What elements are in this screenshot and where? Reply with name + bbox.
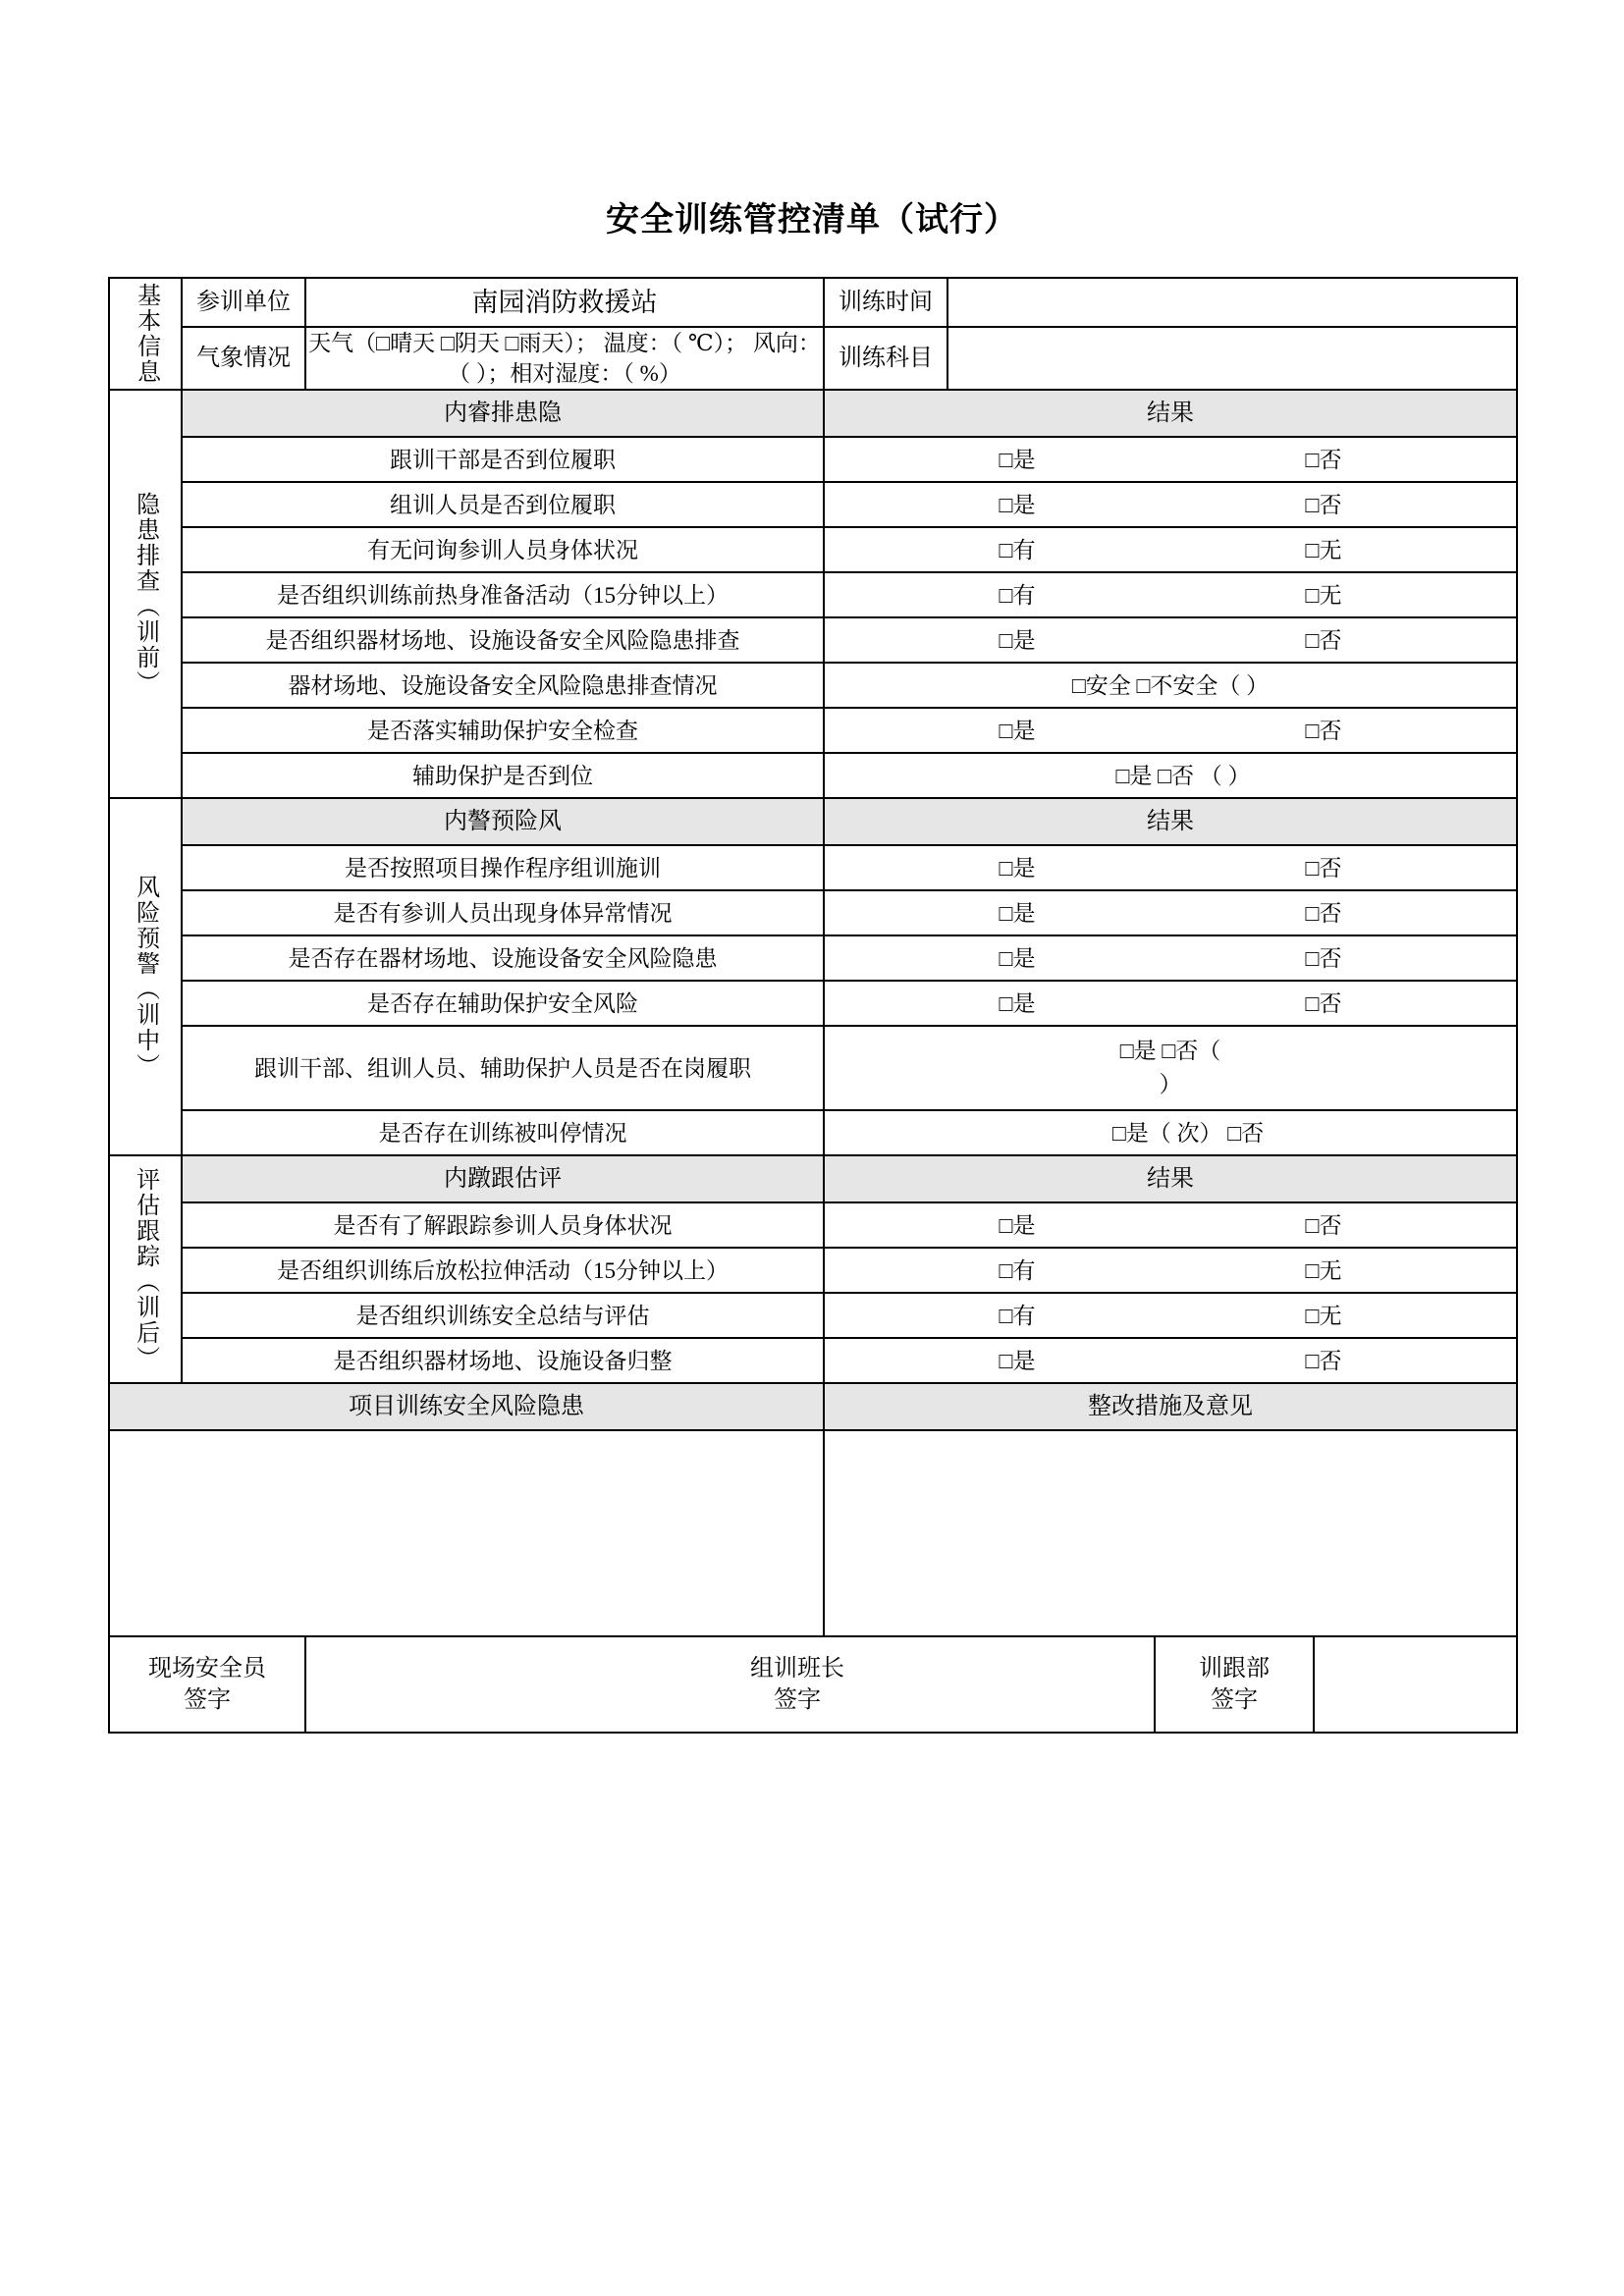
signature-label-line2: 签字: [774, 1686, 821, 1714]
table-row: [109, 1026, 1517, 1110]
item-result[interactable]: [824, 1338, 1517, 1383]
item-label: 是否组织器材场地、设施设备归整: [182, 1338, 824, 1383]
signature-label-site-safety-officer: [109, 1636, 305, 1733]
item-label: 是否落实辅助保护安全检查: [182, 708, 824, 753]
signature-label-line1: 组训班长: [750, 1654, 844, 1682]
risk-header: 项目训练安全风险隐患: [109, 1383, 824, 1430]
item-result[interactable]: [824, 1202, 1517, 1248]
signature-label-training-dept: [1156, 1637, 1315, 1732]
item-label: 是否存在训练被叫停情况: [182, 1110, 824, 1155]
measures-header: 整改措施及意见: [824, 1383, 1517, 1430]
checkbox-option-yes[interactable]: □是: [999, 718, 1036, 743]
section-vertical-label-eval: [109, 1155, 182, 1383]
item-result[interactable]: [824, 437, 1517, 482]
table-row: [109, 981, 1517, 1026]
item-label: 有无问询参训人员身体状况: [182, 527, 824, 572]
basic-info-label-text: 基本信息: [133, 283, 159, 386]
item-result-free[interactable]: □是（ 次） □否: [824, 1110, 1517, 1155]
training-time-value[interactable]: [947, 278, 1517, 327]
table-row: [109, 890, 1517, 935]
checkbox-option-no[interactable]: □否: [1305, 1212, 1342, 1238]
content-header-eval: 内蹾跟估评: [182, 1155, 824, 1202]
item-result[interactable]: [824, 845, 1517, 890]
checkbox-option-no[interactable]: □无: [1305, 537, 1342, 562]
signature-label-squad-leader: [750, 1636, 947, 1733]
checkbox-option-no[interactable]: □否: [1305, 855, 1342, 881]
checkbox-option-yes[interactable]: □有: [999, 582, 1036, 608]
item-label: 跟训干部、组训人员、辅助保护人员是否在岗履职: [182, 1026, 824, 1110]
item-result[interactable]: [824, 981, 1517, 1026]
checkbox-option-no[interactable]: □无: [1305, 582, 1342, 608]
table-row: [109, 617, 1517, 663]
item-result[interactable]: [824, 1293, 1517, 1338]
unit-label: 参训单位: [182, 278, 305, 327]
result-header-risk: 结果: [824, 798, 1517, 845]
section-header-risk: [109, 798, 1517, 845]
table-row: [109, 753, 1517, 798]
section-vertical-label-eval-text: 评估跟踪（训后）: [132, 1167, 159, 1372]
footer-value-row: [109, 1430, 1517, 1636]
result-header-eval: 结果: [824, 1155, 1517, 1202]
item-label: 是否组织训练安全总结与评估: [182, 1293, 824, 1338]
item-result-free[interactable]: □是 □否 （ ）: [824, 753, 1517, 798]
signature-group-right[interactable]: [947, 1636, 1517, 1733]
signature-value-training-dept[interactable]: [1315, 1637, 1516, 1732]
table-row: [109, 1202, 1517, 1248]
section-vertical-label-risk-text: 风险预警（训中）: [132, 875, 159, 1080]
result-header-hazard: 结果: [824, 390, 1517, 437]
table-row: [109, 1293, 1517, 1338]
checkbox-option-yes[interactable]: □有: [999, 1303, 1036, 1328]
content-header-hazard: 内睿排患隐: [182, 390, 824, 437]
training-subject-value[interactable]: [947, 327, 1517, 390]
section-header-eval: [109, 1155, 1517, 1202]
checkbox-option-no[interactable]: □无: [1305, 1303, 1342, 1328]
measures-value[interactable]: [824, 1430, 1517, 1636]
section-header-hazard: [109, 390, 1517, 437]
checkbox-option-yes[interactable]: □是: [999, 492, 1036, 517]
checkbox-option-no[interactable]: □否: [1305, 990, 1342, 1016]
basic-info-section-label: [109, 278, 182, 390]
table-row: [109, 1110, 1517, 1155]
item-label: 辅助保护是否到位: [182, 753, 824, 798]
table-row: [109, 572, 1517, 617]
footer-header-row: [109, 1383, 1517, 1430]
checkbox-option-yes[interactable]: □是: [999, 447, 1036, 472]
page-title: 安全训练管控清单（试行）: [606, 201, 1018, 239]
checkbox-option-yes[interactable]: □是: [999, 1212, 1036, 1238]
basic-info-row-subject: [109, 327, 1517, 390]
checkbox-option-no[interactable]: □否: [1305, 492, 1342, 517]
item-label: 是否存在辅助保护安全风险: [182, 981, 824, 1026]
table-row: [109, 482, 1517, 527]
item-result[interactable]: [824, 1026, 1517, 1110]
signature-row: [109, 1636, 1517, 1733]
training-time-label: 训练时间: [824, 278, 947, 327]
item-label: 组训人员是否到位履职: [182, 482, 824, 527]
checkbox-option-yes[interactable]: □是: [999, 855, 1036, 881]
table-row: [109, 845, 1517, 890]
signature-label-line1: 现场安全员: [148, 1654, 266, 1682]
checkbox-option-yes[interactable]: □有: [999, 537, 1036, 562]
item-result[interactable]: [824, 482, 1517, 527]
basic-info-row-unit: [109, 278, 1517, 327]
item-result[interactable]: [824, 890, 1517, 935]
item-label: 是否组织训练前热身准备活动（15分钟以上）: [182, 572, 824, 617]
item-label: 跟训干部是否到位履职: [182, 437, 824, 482]
item-label: 器材场地、设施设备安全风险隐患排查情况: [182, 663, 824, 708]
item-label: 是否有参训人员出现身体异常情况: [182, 890, 824, 935]
section-vertical-label-risk: [109, 798, 182, 1155]
checkbox-option-yes[interactable]: □是: [999, 945, 1036, 971]
weather-value[interactable]: 天气（□晴天 □阴天 □雨天）； 温度：（ ℃）； 风向：（ ）；相对湿度：（ %）: [305, 327, 824, 390]
section-vertical-label-hazard-text: 隐患排查（训前）: [132, 492, 159, 697]
table-row: [109, 1248, 1517, 1293]
checkbox-option-yes[interactable]: □是: [999, 990, 1036, 1016]
item-result-free[interactable]: □安全 □不安全（ ）: [824, 663, 1517, 708]
checkbox-option-no[interactable]: □否: [1305, 627, 1342, 653]
item-result[interactable]: [824, 935, 1517, 981]
item-result[interactable]: [824, 1248, 1517, 1293]
signature-label-line2: 签字: [184, 1686, 231, 1714]
checkbox-option-no[interactable]: □否: [1305, 1348, 1342, 1373]
table-row: [109, 935, 1517, 981]
checkbox-option-no[interactable]: □否: [1305, 447, 1342, 472]
checkbox-option-yes[interactable]: □是: [999, 627, 1036, 653]
signature-label-line2: 签字: [1211, 1686, 1258, 1714]
item-label: 是否存在器材场地、设施设备安全风险隐患: [182, 935, 824, 981]
checkbox-option-no[interactable]: □否: [1305, 945, 1342, 971]
signature-value-squad-leader[interactable]: [947, 1637, 1156, 1732]
item-label: 是否组织训练后放松拉伸活动（15分钟以上）: [182, 1248, 824, 1293]
table-row: [109, 437, 1517, 482]
safety-training-checklist-table: [108, 277, 1518, 1734]
table-row: [109, 663, 1517, 708]
item-result[interactable]: [824, 527, 1517, 572]
checkbox-option-no[interactable]: □否: [1305, 900, 1342, 926]
content-header-risk: 内謷预险风: [182, 798, 824, 845]
item-label: 是否组织器材场地、设施设备安全风险隐患排查: [182, 617, 824, 663]
signature-label-line1: 训跟部: [1199, 1654, 1270, 1682]
table-row: [109, 708, 1517, 753]
item-label: 是否有了解跟踪参训人员身体状况: [182, 1202, 824, 1248]
section-vertical-label-hazard: [109, 390, 182, 798]
checkbox-options-line2[interactable]: ）: [1159, 1072, 1182, 1097]
table-row: [109, 527, 1517, 572]
risk-value[interactable]: [109, 1430, 824, 1636]
checkbox-options-line1[interactable]: □是 □否（: [1119, 1038, 1221, 1063]
item-label: 是否按照项目操作程序组训施训: [182, 845, 824, 890]
checkbox-option-no[interactable]: □无: [1305, 1257, 1342, 1283]
training-subject-label: 训练科目: [824, 327, 947, 390]
checkbox-option-yes[interactable]: □有: [999, 1257, 1036, 1283]
weather-label: 气象情况: [182, 327, 305, 390]
item-result[interactable]: [824, 617, 1517, 663]
item-result[interactable]: [824, 708, 1517, 753]
table-row: [109, 1338, 1517, 1383]
checkbox-option-no[interactable]: □否: [1305, 718, 1342, 743]
unit-value[interactable]: 南园消防救援站: [305, 278, 824, 327]
checkbox-option-yes[interactable]: □是: [999, 1348, 1036, 1373]
checkbox-option-yes[interactable]: □是: [999, 900, 1036, 926]
item-result[interactable]: [824, 572, 1517, 617]
